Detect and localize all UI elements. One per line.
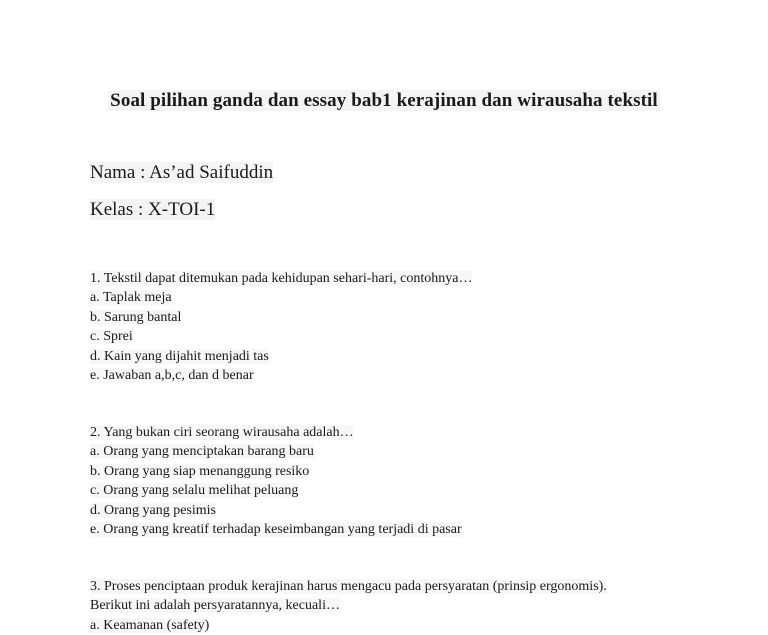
answer-option: a. Keamanan (safety) [90, 617, 210, 633]
question-3 [90, 577, 607, 635]
student-name [90, 162, 273, 184]
answer-option: c. Orang yang selalu melihat peluang [90, 483, 299, 499]
answer-option: b. Sarung bantal [90, 309, 182, 325]
question-stem: 2. Yang bukan ciri seorang wirausaha adalah… [90, 425, 354, 440]
answer-option: b. Orang yang siap menanggung resiko [90, 463, 310, 479]
answer-option: e. Jawaban a,b,c, dan d benar [90, 368, 254, 384]
question-2 [90, 423, 462, 539]
question-1 [90, 269, 472, 385]
answer-option: e. Orang yang kreatif terhadap keseimbangan yang terjadi di pasar [90, 522, 462, 538]
question-stem: 3. Proses penciptaan produk kerajinan harus mengacu pada persyaratan (prinsip ergonomis). [90, 579, 607, 594]
answer-option: a. Orang yang menciptakan barang baru [90, 444, 314, 460]
student-class-text: Kelas : X-TOI-1 [90, 199, 216, 220]
answer-option: d. Kain yang dijahit menjadi tas [90, 348, 269, 364]
answer-option: a. Taplak meja [90, 290, 172, 306]
answer-option: d. Orang yang pesimis [90, 502, 216, 518]
student-class [90, 199, 215, 221]
document-title-text: Soal pilihan ganda dan essay bab1 kerajinan dan wirausaha tekstil [110, 90, 658, 111]
student-name-text: Nama : As’ad Saifuddin [90, 162, 274, 183]
document-title [0, 90, 768, 112]
answer-option: c. Sprei [90, 329, 133, 345]
question-stem-continued: Berikut ini adalah persyaratannya, kecuali… [90, 598, 340, 614]
question-stem: 1. Tekstil dapat ditemukan pada kehidupan sehari-hari, contohnya… [90, 271, 473, 286]
